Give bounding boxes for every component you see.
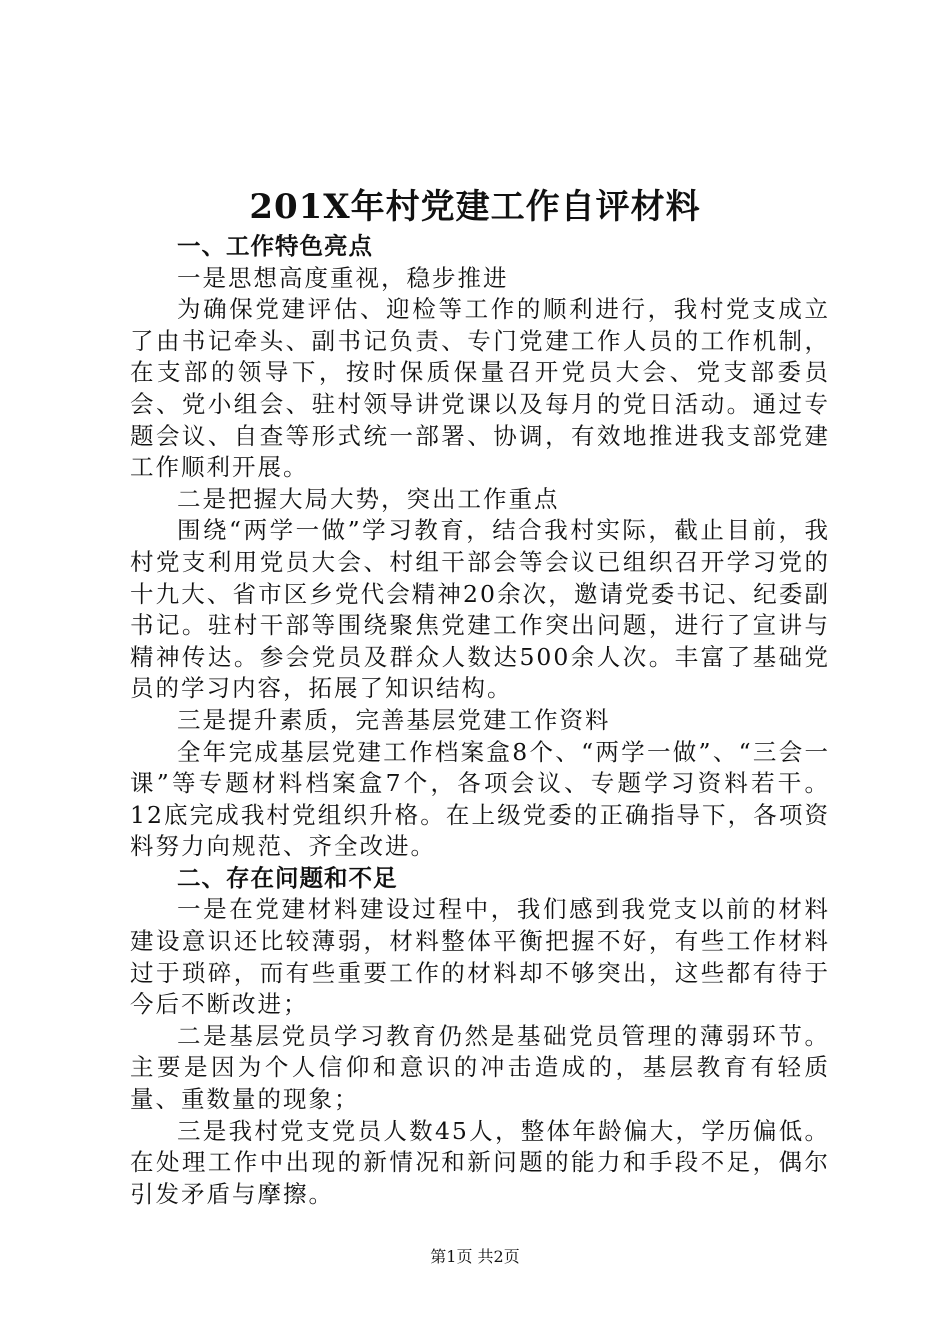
subheading-3: 三是提升素质，完善基层党建工作资料 [177, 705, 611, 734]
paragraph-5: 二是基层党员学习教育仍然是基础党员管理的薄弱环节。主要是因为个人信仰和意识的冲击造成的，基层教育有轻质量、重数量的现象； [130, 1021, 830, 1114]
subheading-1: 一是思想高度重视，稳步推进 [177, 263, 509, 292]
document-title: 201X年村党建工作自评材料 [249, 187, 701, 227]
paragraph-1: 为确保党建评估、迎检等工作的顺利进行，我村党支成立了由书记牵头、副书记负责、专门党建工作人员的工作机制，在支部的领导下，按时保质保量召开党员大会、党支部委员会、党小组会、驻村领导讲党课以及每月的党日活动。通过专题会议、自查等形式统一部署、协调，有效地推进我支部党建工作顺利开展。 [130, 295, 830, 482]
paragraph-2: 围绕“两学一做”学习教育，结合我村实际，截止目前，我村党支利用党员大会、村组干部会等会议已组织召开学习党的十九大、省市区乡党代会精神20余次，邀请党委书记、纪委副书记。驻村干部等围绕聚焦党建工作突出问题，进行了宣讲与精神传达。参会党员及群众人数达500余人次。丰富了基础党员的学习内容，拓展了知识结构。 [130, 516, 830, 703]
section-heading-1: 一、工作特色亮点 [177, 232, 373, 260]
section-heading-2: 二、存在问题和不足 [177, 863, 398, 892]
page-footer: 第1页 共2页 [430, 1247, 520, 1266]
document-body [130, 231, 830, 1210]
paragraph-3: 全年完成基层党建工作档案盒8个、“两学一做”、“三会一课”等专题材料档案盒7个，各项会议、专题学习资料若干。12底完成我村党组织升格。在上级党委的正确指导下，各项资料努力向规范、齐全改进。 [130, 737, 830, 861]
paragraph-6: 三是我村党支党员人数45人，整体年龄偏大，学历偏低。在处理工作中出现的新情况和新问题的能力和手段不足，偶尔引发矛盾与摩擦。 [130, 1116, 830, 1208]
subheading-2: 二是把握大局大势，突出工作重点 [177, 484, 560, 513]
paragraph-4: 一是在党建材料建设过程中，我们感到我党支以前的材料建设意识还比较薄弱，材料整体平衡把握不好，有些工作材料过于琐碎，而有些重要工作的材料却不够突出，这些都有待于今后不断改进； [130, 895, 830, 1019]
